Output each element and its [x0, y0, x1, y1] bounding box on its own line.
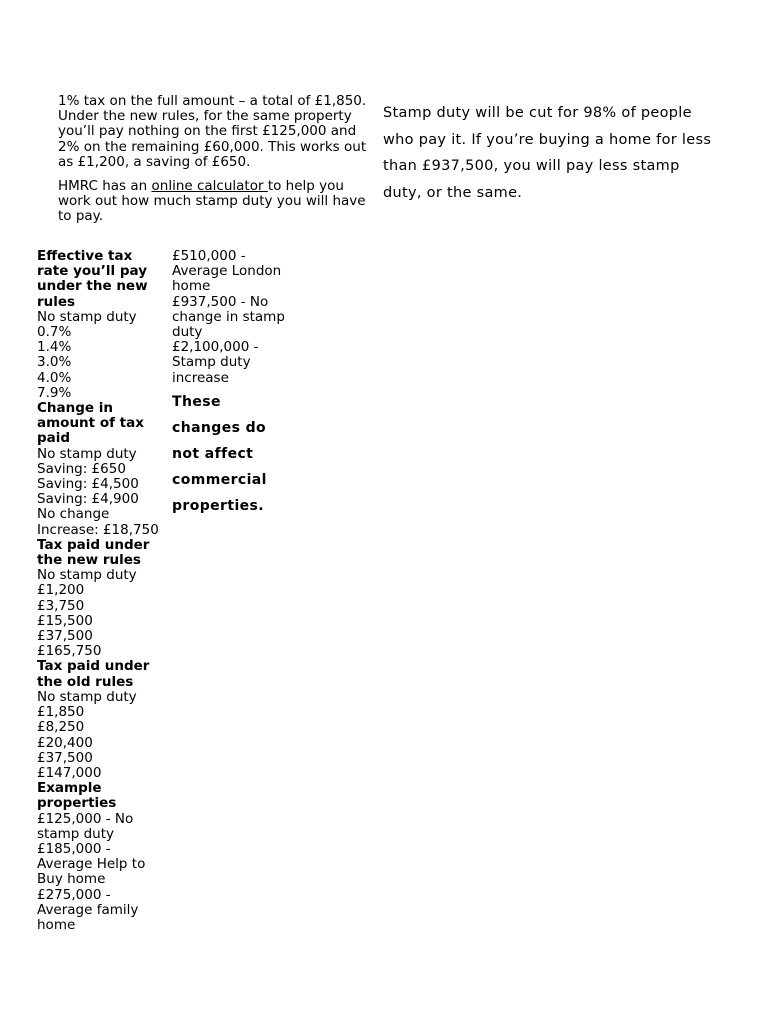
new-rules-value: £3,750: [37, 597, 85, 614]
intro-paragraph: 1% tax on the full amount – a total of £1,850. Under the new rules, for the same property you’ll pay nothing on the first £125,000 and 2% on the remaining £60,000. This works out as £1,200, a saving of £650.: [58, 93, 367, 170]
new-rules-value: £15,500: [37, 612, 93, 629]
intro-text: [58, 94, 368, 234]
change-value: Increase: £18,750: [37, 521, 159, 538]
new-rules-heading: Tax paid under the new rules: [37, 536, 150, 569]
calculator-paragraph: [58, 179, 368, 225]
effective-rate-value: 7.9%: [37, 384, 72, 401]
examples-heading: Example properties: [37, 780, 117, 812]
old-rules-value: £1,850: [37, 704, 85, 721]
new-rules-value: £1,200: [37, 582, 85, 599]
example-property: £185,000 - Average Help to Buy home: [37, 840, 146, 888]
calculator-text-after: to help you work out how much stamp duty you will have to pay.: [58, 178, 366, 225]
old-rules-value: £8,250: [37, 719, 85, 736]
old-rules-value: £147,000: [37, 764, 102, 781]
effective-rate-value: 3.0%: [37, 354, 72, 371]
stamp-duty-summary: [383, 100, 713, 206]
examples-section: [37, 781, 162, 933]
example-property: £937,500 - No change in stamp duty: [172, 293, 285, 341]
change-value: Saving: £4,900: [37, 491, 139, 508]
example-property: £2,100,000 - Stamp duty increase: [172, 339, 259, 386]
change-value: No stamp duty: [37, 445, 137, 462]
change-value: Saving: £4,500: [37, 476, 139, 493]
new-rules-value: £165,750: [37, 643, 102, 660]
old-rules-heading: Tax paid under the old rules: [37, 658, 150, 690]
new-rules-value: No stamp duty: [37, 567, 137, 584]
new-rules-section: [37, 538, 162, 660]
commercial-properties-note: These changes do not affect commercial properties.: [172, 393, 267, 514]
example-property: £510,000 - Average London home: [172, 248, 282, 295]
table-column-main: [37, 249, 162, 933]
effective-rate-value: 4.0%: [37, 369, 72, 386]
example-property: £125,000 - No stamp duty: [37, 810, 134, 842]
table-column-continued: [172, 249, 287, 519]
effective-rate-value: 1.4%: [37, 339, 72, 356]
old-rules-value: £20,400: [37, 734, 93, 751]
effective-rate-section: [37, 249, 162, 401]
calculator-text-before: HMRC has an: [58, 178, 152, 195]
effective-rate-heading: Effective tax rate you’ll pay under the new rules: [37, 248, 148, 310]
effective-rate-value: No stamp duty: [37, 308, 137, 325]
change-section: [37, 401, 162, 538]
example-property: £275,000 - Average family home: [37, 886, 139, 933]
old-rules-value: £37,500: [37, 749, 93, 766]
change-value: Saving: £650: [37, 460, 126, 477]
summary-text: Stamp duty will be cut for 98% of people who pay it. If you’re buying a home for less than £937,500, you will pay less stamp duty, or the same.: [383, 105, 712, 201]
old-rules-section: [37, 659, 162, 781]
online-calculator-link[interactable]: online calculator: [151, 178, 268, 195]
change-heading: Change in amount of tax paid: [37, 400, 144, 447]
effective-rate-value: 0.7%: [37, 324, 72, 341]
change-value: No change: [37, 506, 110, 523]
old-rules-value: No stamp duty: [37, 688, 137, 705]
new-rules-value: £37,500: [37, 628, 93, 645]
